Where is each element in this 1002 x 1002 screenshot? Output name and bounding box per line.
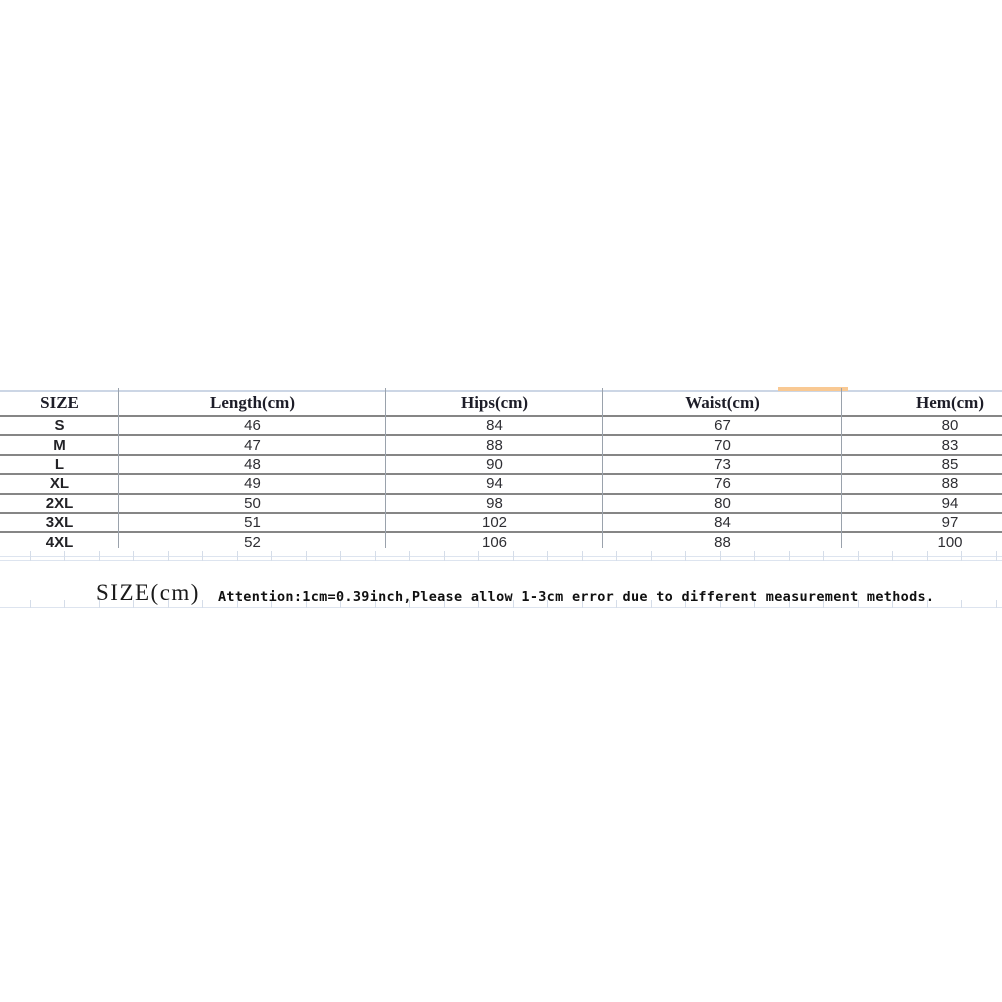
gridline-tick <box>64 600 65 608</box>
column-separator <box>841 388 842 548</box>
value-cell: 83 <box>842 435 1002 454</box>
value-cell: 94 <box>842 494 1002 513</box>
gridline-tick <box>237 551 238 561</box>
size-chart-title: SIZE(cm) <box>96 580 200 605</box>
size-label-cell: 4XL <box>45 533 74 551</box>
value-cell: 73 <box>603 455 842 474</box>
value-cell: 94 <box>386 474 603 493</box>
size-table-container <box>0 390 1002 556</box>
value-cell: 102 <box>386 513 603 532</box>
column-separator <box>602 388 603 548</box>
gridline-tick <box>271 551 272 561</box>
gridline-tick <box>133 551 134 561</box>
column-header-size: SIZE <box>0 390 119 416</box>
size-label-cell: S <box>0 416 119 435</box>
gridline-tick <box>961 600 962 608</box>
sheet-gridline <box>0 556 1002 557</box>
gridline-tick <box>30 600 31 608</box>
gridline-tick <box>99 551 100 561</box>
table-row <box>0 513 1002 532</box>
column-separator <box>385 388 386 548</box>
table-row <box>0 416 1002 435</box>
table-row <box>0 435 1002 454</box>
column-header-waist-cm: Waist(cm) <box>603 390 842 416</box>
gridline-tick <box>789 551 790 561</box>
size-label-cell: M <box>0 435 119 454</box>
size-label-cell: 3XL <box>0 513 119 532</box>
table-row <box>0 455 1002 474</box>
value-cell: 98 <box>386 494 603 513</box>
value-cell: 85 <box>842 455 1002 474</box>
gridline-tick <box>478 551 479 561</box>
value-cell: 90 <box>386 455 603 474</box>
gridline-tick <box>409 551 410 561</box>
value-cell: 84 <box>603 513 842 532</box>
table-row <box>0 532 1002 550</box>
value-cell: 80 <box>842 416 1002 435</box>
value-cell: 70 <box>603 435 842 454</box>
value-cell: 48 <box>119 455 386 474</box>
gridline-tick <box>892 551 893 561</box>
size-table <box>0 390 1002 551</box>
value-cell: 50 <box>119 494 386 513</box>
table-row <box>0 474 1002 493</box>
value-cell: 100 <box>937 533 963 551</box>
table-row <box>0 494 1002 513</box>
value-cell: 47 <box>119 435 386 454</box>
value-cell: 46 <box>119 416 386 435</box>
value-cell: 106 <box>481 533 508 551</box>
gridline-tick <box>996 551 997 561</box>
column-header-length-cm: Length(cm) <box>119 390 386 416</box>
gridline-tick <box>340 551 341 561</box>
gridline-tick <box>168 551 169 561</box>
gridline-tick <box>685 551 686 561</box>
table-header-row <box>0 390 1002 416</box>
value-cell: 88 <box>842 474 1002 493</box>
value-cell: 97 <box>842 513 1002 532</box>
gridline-tick <box>202 551 203 561</box>
value-cell: 80 <box>603 494 842 513</box>
gridline-tick <box>547 551 548 561</box>
value-cell: 51 <box>119 513 386 532</box>
value-cell: 67 <box>603 416 842 435</box>
gridline-tick <box>616 551 617 561</box>
gridline-tick <box>582 551 583 561</box>
gridline-tick <box>444 551 445 561</box>
size-label-cell: L <box>0 455 119 474</box>
value-cell: 49 <box>119 474 386 493</box>
value-cell: 88 <box>386 435 603 454</box>
gridline-tick <box>306 551 307 561</box>
gridline-tick <box>927 551 928 561</box>
gridline-tick <box>651 551 652 561</box>
gridline-tick <box>858 551 859 561</box>
value-cell: 76 <box>603 474 842 493</box>
gridline-tick <box>823 551 824 561</box>
attention-note: Attention:1cm=0.39inch,Please allow 1-3cm error due to different measurement methods. <box>218 589 935 605</box>
gridline-tick <box>202 600 203 608</box>
sheet-gridline <box>0 607 1002 608</box>
gridline-tick <box>720 551 721 561</box>
gridline-tick <box>64 551 65 561</box>
size-label-cell: 2XL <box>0 494 119 513</box>
value-cell: 52 <box>244 533 261 551</box>
gridline-tick <box>961 551 962 561</box>
gridline-tick <box>30 551 31 561</box>
column-header-hips-cm: Hips(cm) <box>386 390 603 416</box>
gridline-tick <box>996 600 997 608</box>
sheet-gridline <box>0 560 1002 561</box>
value-cell: 88 <box>714 533 731 551</box>
size-label-cell: XL <box>0 474 119 493</box>
value-cell: 84 <box>386 416 603 435</box>
gridline-tick <box>513 551 514 561</box>
gridline-tick <box>754 551 755 561</box>
column-header-hem-cm: Hem(cm) <box>842 390 1002 416</box>
gridline-tick <box>375 551 376 561</box>
column-separator <box>118 388 119 548</box>
